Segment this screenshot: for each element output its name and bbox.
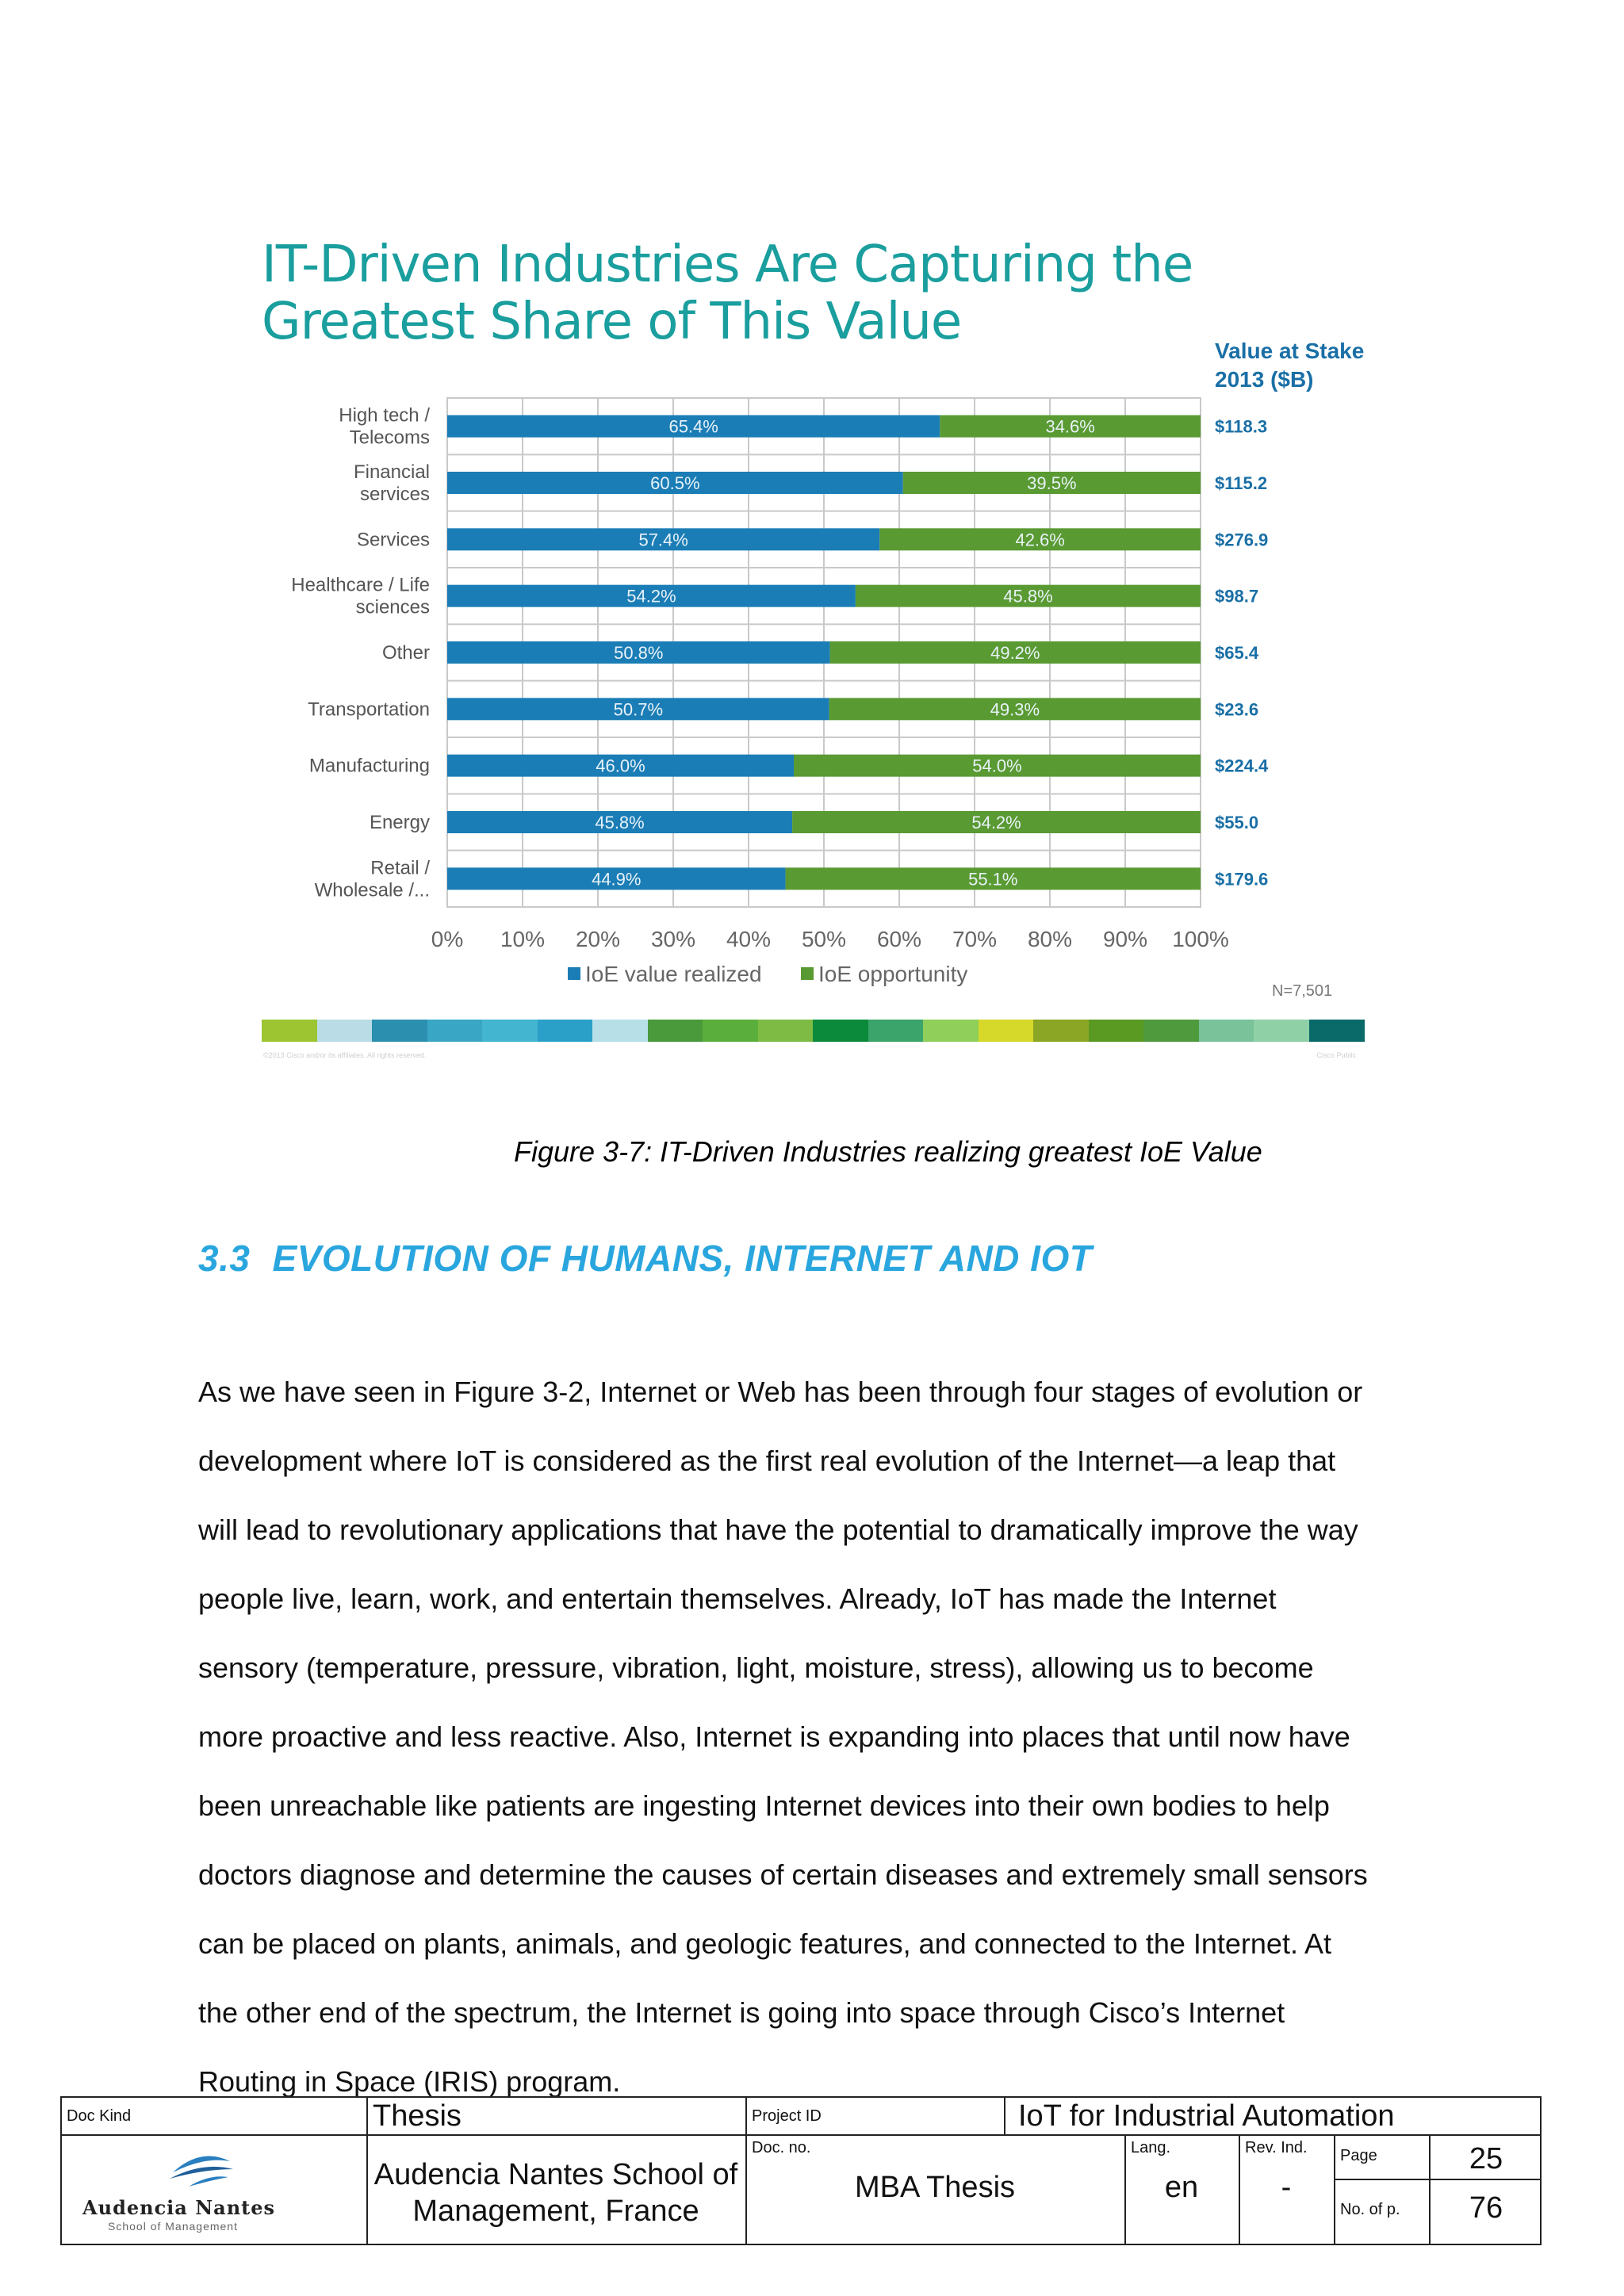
body-line: Routing in Space (IRIS) program.: [198, 2065, 621, 2098]
body-line: development where IoT is considered as the first real evolution of the Internet—a leap that: [198, 1445, 1336, 1477]
x-tick-label: 40%: [726, 927, 772, 951]
value-at-stake: $23.6: [1215, 699, 1259, 720]
lang-value: en: [1164, 2171, 1199, 2204]
bar-data-label: 45.8%: [595, 813, 645, 832]
sample-size-note: N=7,501: [1272, 982, 1333, 1000]
doc-no-cell: [747, 2136, 1126, 2245]
x-tick-label: 90%: [1102, 927, 1148, 951]
color-strip-segment: [317, 1020, 373, 1042]
category-label: Wholesale /...: [314, 879, 430, 901]
body-line: people live, learn, work, and entertain themselves. Already, IoT has made the Internet: [198, 1582, 1277, 1615]
bar-data-label: 42.6%: [1015, 530, 1065, 550]
color-strip-segment: [372, 1020, 427, 1042]
category-label: Transportation: [308, 698, 430, 721]
doc-kind-label-cell: [62, 2098, 368, 2136]
color-strip-segment: [703, 1020, 758, 1042]
category-label: Retail /: [370, 857, 430, 879]
bar-data-label: 54.0%: [972, 756, 1022, 776]
value-at-stake: $224.4: [1215, 756, 1269, 776]
doc-kind-label: Doc Kind: [67, 2107, 132, 2125]
value-at-stake: $179.6: [1215, 869, 1269, 890]
page-label: Page: [1340, 2147, 1377, 2164]
value-at-stake: $65.4: [1215, 643, 1259, 663]
figure-caption: Figure 3-7: IT-Driven Industries realizing greatest IoE Value: [514, 1135, 1262, 1168]
category-label: Telecoms: [349, 427, 430, 449]
rev-value: -: [1281, 2171, 1292, 2204]
color-strip-segment: [1089, 1020, 1144, 1042]
page-count: 76: [1469, 2191, 1503, 2225]
category-label: Financial: [353, 461, 430, 483]
x-tick-label: 30%: [650, 927, 696, 951]
legend-entry: IoE value realized: [585, 962, 762, 986]
page-value-cell: [1431, 2136, 1542, 2180]
legend-swatch: [801, 967, 814, 980]
figure-color-strip: [262, 1020, 1364, 1042]
organisation-name: [368, 2156, 744, 2229]
color-strip-segment: [979, 1020, 1034, 1042]
body-line: doctors diagnose and determine the causes of certain diseases and extremely small sensors: [198, 1858, 1368, 1891]
project-id-label-cell: [747, 2098, 1005, 2136]
lang-label: Lang.: [1131, 2139, 1171, 2156]
bar-data-label: 54.2%: [626, 586, 676, 607]
bar-data-label: 49.2%: [990, 643, 1040, 663]
section-number: 3.3: [198, 1238, 251, 1279]
pages-label-cell: [1335, 2180, 1431, 2245]
logo-cell: [62, 2136, 368, 2245]
category-label: sciences: [355, 596, 430, 618]
chart-title-line-1: IT-Driven Industries Are Capturing the: [262, 235, 1193, 294]
organisation-cell: [368, 2136, 747, 2245]
pages-value-cell: [1431, 2180, 1542, 2245]
body-line: more proactive and less reactive. Also, Internet is expanding into places that until now have: [198, 1720, 1350, 1753]
color-strip-segment: [592, 1020, 648, 1042]
value-header: 2013 ($B): [1215, 367, 1314, 392]
logo-name: Audencia Nantes: [82, 2196, 276, 2219]
color-strip-segment: [923, 1020, 979, 1042]
section-title: EVOLUTION OF HUMANS, INTERNET AND IOT: [272, 1238, 1093, 1279]
color-strip-segment: [648, 1020, 703, 1042]
page-label-cell: [1335, 2136, 1431, 2180]
color-strip-segment: [868, 1020, 924, 1042]
category-label: Services: [356, 529, 430, 551]
body-line: the other end of the spectrum, the Internet is going into space through Cisco’s Internet: [198, 1996, 1285, 2029]
color-strip-segment: [262, 1020, 317, 1042]
bar-data-label: 46.0%: [596, 756, 645, 776]
bar-data-label: 60.5%: [650, 473, 700, 493]
audencia-logo-icon: [165, 2152, 236, 2191]
color-strip-segment: [1143, 1020, 1199, 1042]
color-strip-segment: [1033, 1020, 1089, 1042]
rev-label: Rev. Ind.: [1245, 2139, 1308, 2156]
lang-cell: [1126, 2136, 1240, 2245]
doc-kind-cell: [368, 2098, 747, 2136]
color-strip-segment: [482, 1020, 538, 1042]
document-footer-table: [60, 2096, 1542, 2245]
value-at-stake: $98.7: [1215, 586, 1259, 607]
category-label: Energy: [369, 812, 430, 833]
project-id-label: Project ID: [752, 2107, 822, 2125]
color-strip-segment: [1199, 1020, 1254, 1042]
value-header: Value at Stake: [1215, 339, 1365, 363]
color-strip-segment: [1254, 1020, 1309, 1042]
x-tick-label: 60%: [876, 927, 922, 951]
color-strip-segment: [538, 1020, 593, 1042]
x-tick-label: 20%: [575, 927, 621, 951]
bar-data-label: 55.1%: [968, 869, 1018, 890]
body-paragraph: [198, 1357, 1435, 2116]
body-line: will lead to revolutionary applications that have the potential to dramatically improve the way: [198, 1513, 1358, 1546]
bar-data-label: 34.6%: [1045, 416, 1095, 437]
bar-data-label: 44.9%: [592, 869, 642, 890]
organisation-line-2: Management, France: [412, 2195, 699, 2228]
color-strip-segment: [427, 1020, 483, 1042]
x-tick-label: 50%: [801, 927, 847, 951]
figure-source-tag: Cisco Public: [1316, 1051, 1356, 1059]
body-line: been unreachable like patients are ingesting Internet devices into their own bodies to help: [198, 1789, 1330, 1822]
bar-data-label: 50.7%: [613, 699, 664, 720]
legend-swatch: [568, 967, 580, 980]
bar-data-label: 45.8%: [1003, 586, 1053, 607]
rev-cell: [1240, 2136, 1335, 2245]
x-tick-label: 80%: [1027, 927, 1073, 951]
category-label: High tech /: [339, 404, 430, 427]
stacked-bar-chart: [254, 222, 1388, 1015]
section-heading: [198, 1237, 1092, 1280]
category-label: Other: [381, 642, 430, 664]
bar-data-label: 54.2%: [971, 813, 1021, 832]
category-label: Manufacturing: [308, 755, 430, 777]
category-label: services: [359, 484, 430, 505]
color-strip-segment: [813, 1020, 868, 1042]
bar-data-label: 57.4%: [638, 530, 688, 550]
value-at-stake: $276.9: [1215, 530, 1269, 550]
color-strip-segment: [758, 1020, 814, 1042]
legend-entry: IoE opportunity: [818, 962, 968, 986]
doc-no-value: MBA Thesis: [854, 2171, 1016, 2204]
chart-title-line-2: Greatest Share of This Value: [262, 293, 962, 351]
page-number: 25: [1469, 2142, 1503, 2175]
figure-copyright: ©2013 Cisco and/or its affiliates. All rights reserved.: [263, 1051, 427, 1059]
logo-subtitle: School of Management: [108, 2220, 238, 2233]
body-line: As we have seen in Figure 3-2, Internet or Web has been through four stages of evolution or: [198, 1376, 1363, 1408]
bar-data-label: 50.8%: [614, 643, 664, 663]
body-line: sensory (temperature, pressure, vibration, light, moisture, stress), allowing us to become: [198, 1651, 1314, 1684]
x-tick-label: 100%: [1172, 927, 1229, 951]
doc-kind-value: Thesis: [373, 2099, 462, 2133]
x-tick-label: 0%: [431, 927, 464, 951]
value-at-stake: $118.3: [1215, 416, 1268, 437]
x-tick-label: 70%: [952, 927, 998, 951]
bar-data-label: 49.3%: [990, 699, 1040, 720]
x-tick-label: 10%: [500, 927, 546, 951]
body-line: can be placed on plants, animals, and geologic features, and connected to the Internet. At: [198, 1927, 1331, 1960]
project-title: IoT for Industrial Automation: [1018, 2099, 1395, 2133]
color-strip-segment: [1309, 1020, 1365, 1042]
project-cell: [1005, 2098, 1542, 2136]
value-at-stake: $115.2: [1215, 473, 1268, 493]
value-at-stake: $55.0: [1215, 813, 1259, 832]
category-label: Healthcare / Life: [291, 574, 430, 596]
figure-chart: [254, 222, 1388, 1078]
bar-data-label: 65.4%: [668, 416, 718, 437]
doc-no-label: Doc. no.: [752, 2139, 811, 2156]
bar-data-label: 39.5%: [1027, 473, 1077, 493]
pages-label: No. of p.: [1340, 2201, 1400, 2218]
organisation-line-1: Audencia Nantes School of: [373, 2158, 738, 2191]
